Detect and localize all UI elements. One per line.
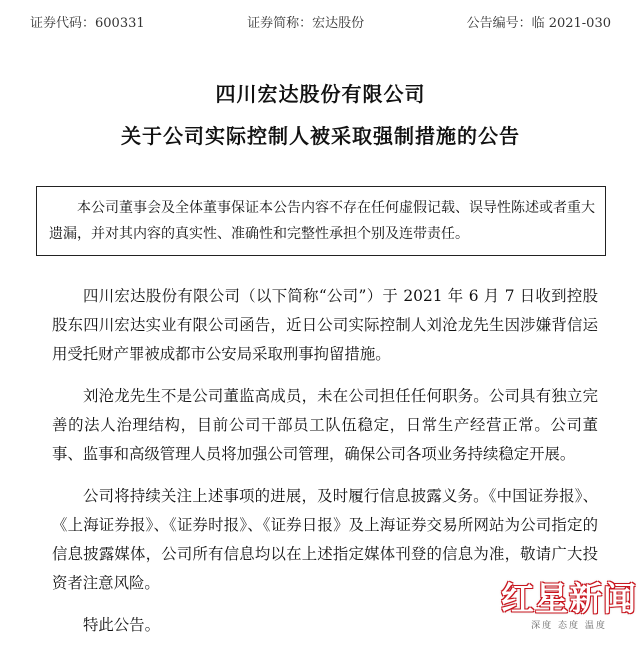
board-guarantee-notice: 本公司董事会及全体董事保证本公告内容不存在任何虚假记载、误导性陈述或者重大遗漏，并对其内容的真实性、准确性和完整性承担个别及连带责任。 <box>36 186 606 256</box>
security-code: 证券代码：600331 <box>30 16 145 31</box>
paragraph-3: 公司将持续关注上述事项的进展，及时履行信息披露义务。《中国证券报》、《上海证券报》、《证券时报》、《证券日报》及上海证券交易所网站为公司指定的信息披露媒体，公司所有信息均以在上述指定媒体刊登的信息为准，敬请广大投资者注意风险。 <box>52 487 598 592</box>
paragraph-4: 特此公告。 <box>83 616 160 634</box>
security-short-name: 证券简称：宏达股份 <box>247 16 365 31</box>
watermark-slogan: 深度 态度 温度 <box>531 621 607 631</box>
announcement-body <box>52 282 598 653</box>
paragraph-1: 四川宏达股份有限公司（以下简称“公司”）于 2021 年 6 月 7 日收到控股股东四川宏达实业有限公司函告，近日公司实际控制人刘沧龙先生因涉嫌背信运用受托财产罪被成都市公安局采取刑事拘留措施。 <box>52 287 598 363</box>
announcement-title: 关于公司实际控制人被采取强制措施的公告 <box>121 124 520 148</box>
notice-number: 公告编号：临 2021-030 <box>466 16 611 31</box>
watermark-brand: 红星新闻 <box>501 579 637 618</box>
paragraph-2: 刘沧龙先生不是公司董监高成员，未在公司担任任何职务。公司具有独立完善的法人治理结构，目前公司干部员工队伍稳定，日常生产经营正常。公司董事、监事和高级管理人员将加强公司管理，确保公司各项业务持续稳定开展。 <box>52 387 598 463</box>
document-header <box>30 12 611 31</box>
company-title: 四川宏达股份有限公司 <box>215 82 426 106</box>
